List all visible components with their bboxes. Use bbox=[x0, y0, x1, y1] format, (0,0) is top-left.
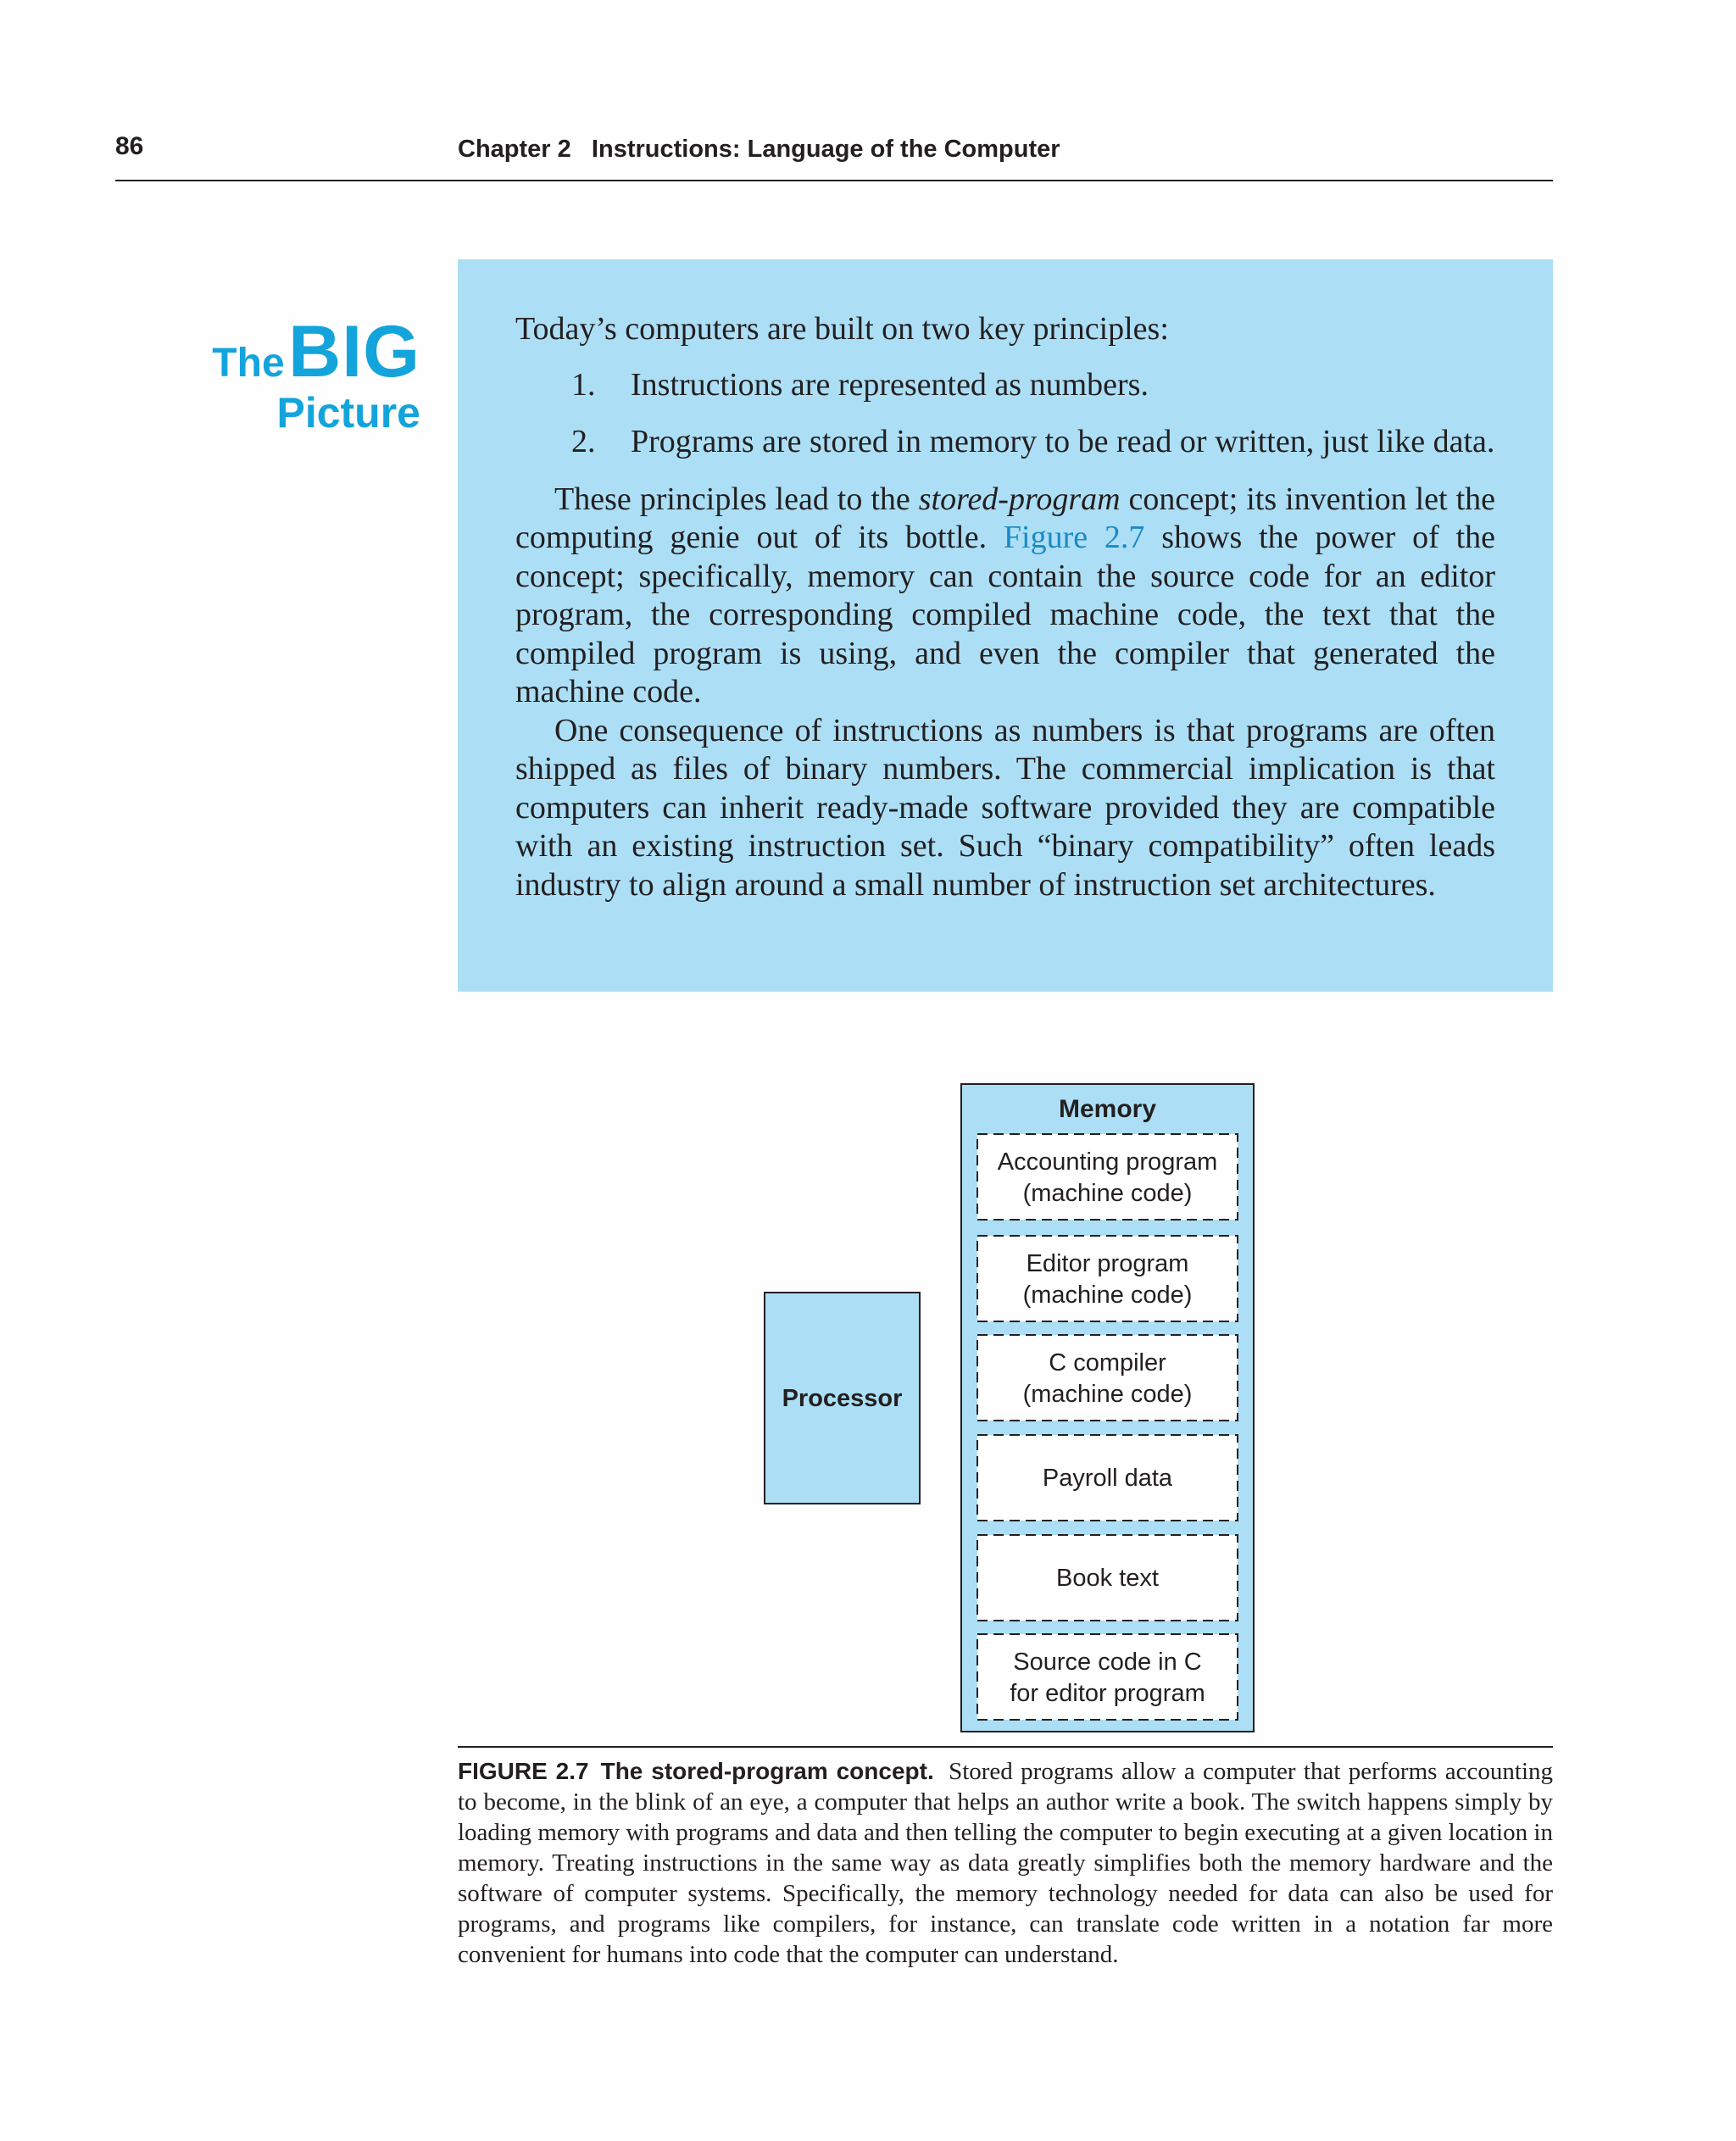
stored-program-term: stored-program bbox=[918, 481, 1121, 517]
para1-text-b: concept; its invention let the computing genie out of its bottle. bbox=[515, 481, 1495, 555]
figure-2-7-link[interactable]: Figure 2.7 bbox=[1003, 520, 1145, 555]
big-picture-big: BIG bbox=[288, 311, 420, 392]
processor-label: Processor bbox=[782, 1385, 903, 1412]
figure-label: FIGURE 2.7 bbox=[458, 1758, 589, 1784]
principle-text: Programs are stored in memory to be read or written, just like data. bbox=[631, 424, 1495, 459]
memory-label: Memory bbox=[1058, 1095, 1157, 1123]
memory-slot-line1: Source code in C bbox=[1013, 1649, 1202, 1676]
memory-slot-line1: Payroll data bbox=[1042, 1465, 1173, 1492]
memory-slot bbox=[977, 1236, 1238, 1321]
figure-caption bbox=[458, 1756, 1553, 1970]
page-number: 86 bbox=[115, 132, 144, 160]
figure-caption-text: Stored programs allow a computer that performs accounting to become, in the blink of an eye, a computer that helps an author write a book. The switch happens simply by loading memory with programs and data and then telling the computer to begin executing at a given location in memory. Treating instructions in the same way as data greatly simplifies both the memory hardware and the software of computer systems. Specifically, the memory technology needed for data can also be used for programs, and programs like compilers, for instance, can translate code written in a notation far more convenient for humans into code that the computer can understand. bbox=[458, 1758, 1554, 1968]
memory-slot-line1: Accounting program bbox=[997, 1148, 1218, 1176]
big-picture-picture: Picture bbox=[276, 389, 420, 437]
memory-slot bbox=[977, 1435, 1238, 1521]
para1-text-c: shows the power of the concept; specifically, memory can contain the source code for an editor program, the corresponding compiled machine code, the text that the compiled program is using, and even the compiler that generated the machine code. bbox=[515, 520, 1495, 709]
memory-slot-line1: Editor program bbox=[1026, 1250, 1189, 1277]
running-header: Chapter 2 Instructions: Language of the Computer bbox=[458, 136, 1060, 163]
big-picture-the: The bbox=[212, 341, 285, 386]
memory-slot-line2: (machine code) bbox=[1022, 1381, 1193, 1408]
para1-text-a: These principles lead to the bbox=[554, 481, 919, 517]
memory-slot bbox=[977, 1335, 1238, 1421]
memory-slot-line1: C compiler bbox=[1049, 1349, 1166, 1376]
memory-slot bbox=[977, 1134, 1238, 1220]
memory-slot-line1: Book text bbox=[1056, 1565, 1159, 1592]
caption-rule bbox=[458, 1746, 1553, 1748]
memory-slot bbox=[977, 1634, 1238, 1720]
figure-title: The stored-program concept. bbox=[600, 1758, 934, 1784]
box-paragraph-2: One consequence of instructions as numbers is that programs are often shipped as files of binary numbers. The commercial implication is that computers can inherit ready-made software provided they are compatible with an existing instruction set. Such “binary compatibility” often leads industry to align around a small number of instruction set architectures. bbox=[515, 712, 1495, 903]
memory-slot-line2: (machine code) bbox=[1022, 1282, 1193, 1309]
memory-slot-line2: (machine code) bbox=[1022, 1180, 1193, 1207]
principle-number: 1. bbox=[571, 366, 596, 403]
principle-text: Instructions are represented as numbers. bbox=[631, 366, 1149, 403]
memory-slot bbox=[977, 1535, 1238, 1621]
principle-number: 2. bbox=[571, 424, 596, 459]
box-intro: Today’s computers are built on two key principles: bbox=[515, 311, 1169, 347]
memory-slot-line2: for editor program bbox=[1010, 1680, 1205, 1707]
